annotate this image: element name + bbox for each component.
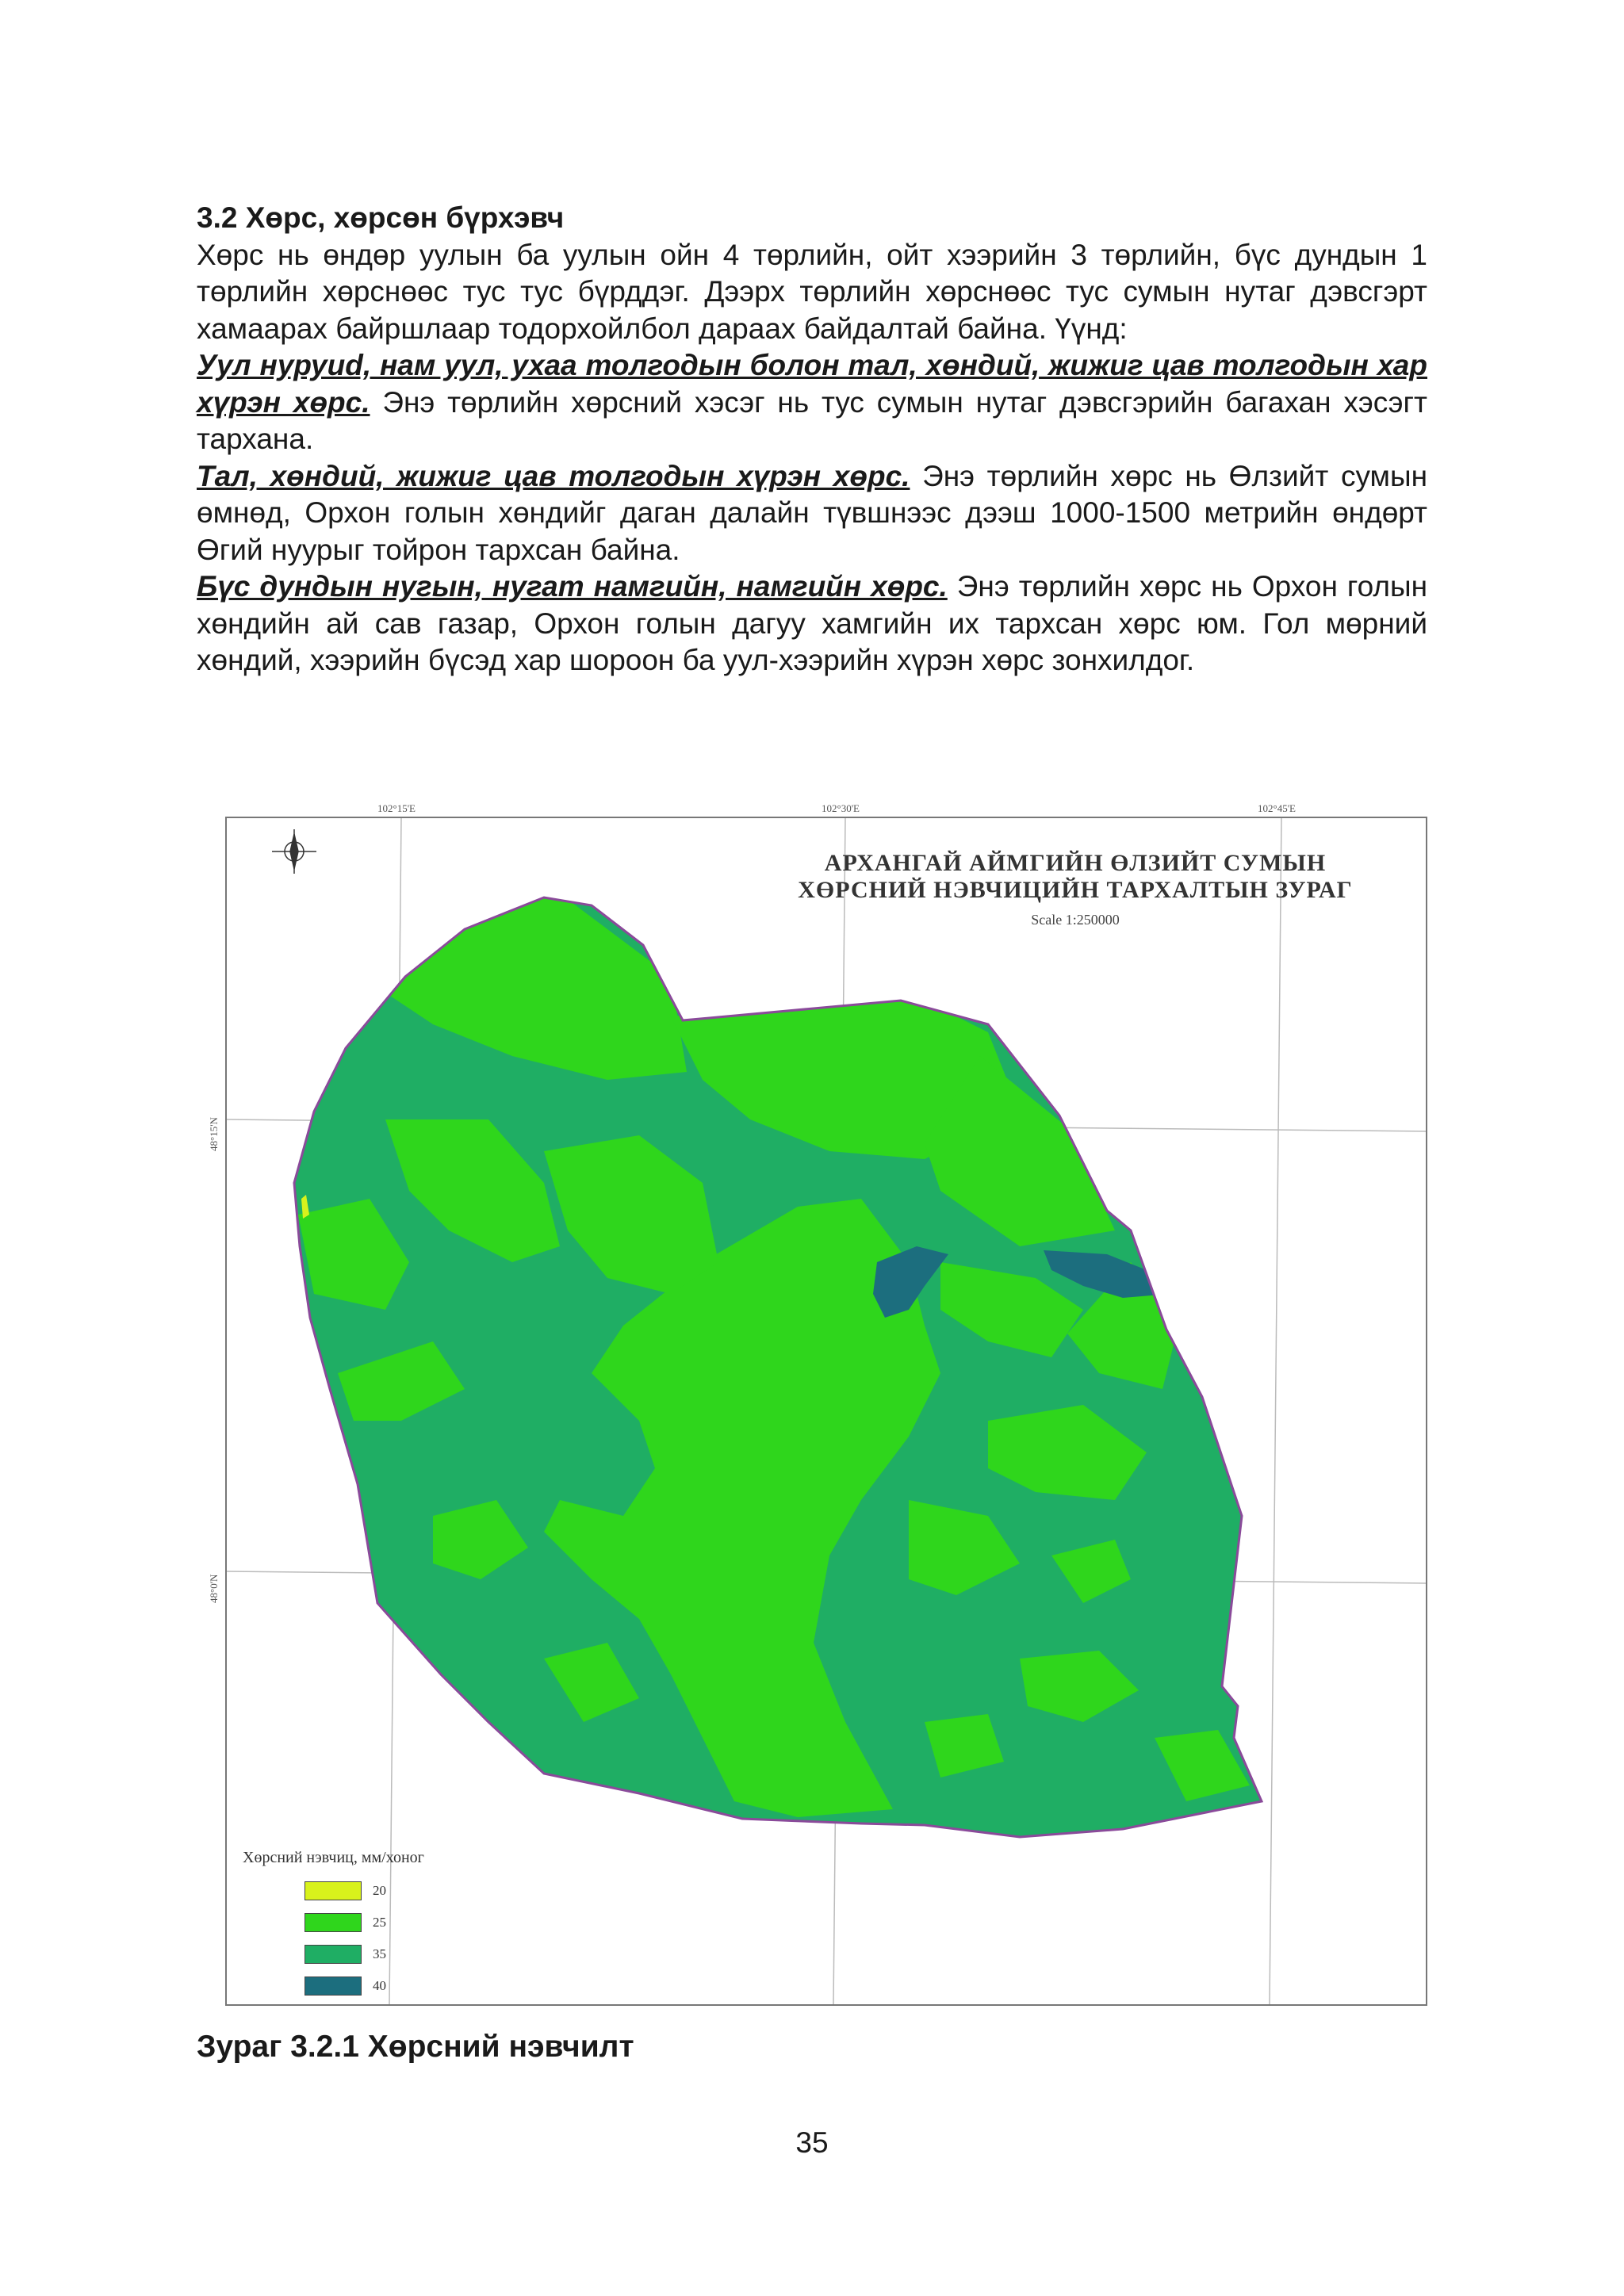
legend-item-35 [304, 1938, 424, 1970]
legend-item-40 [304, 1970, 424, 2002]
map-title-line-2: ХӨРСНИЙ НЭВЧИЦИЙН ТАРХАЛТЫН ЗУРАГ [798, 877, 1353, 903]
legend-label-35: 35 [373, 1946, 386, 1961]
map-title-line-1: АРХАНГАЙ АЙМГИЙН ӨЛЗИЙТ СУМЫН [824, 850, 1327, 876]
body-text [197, 200, 1427, 679]
legend-label-40: 40 [373, 1978, 386, 1993]
soil-text-2: Энэ төрлийн хөрс нь Өлзийт сумын өмнөд, Орхон голын хөндийг даган далайн түвшнээс дээш 1000-1500 метрийн өндөрт Өгий нуурыг тойрон тархсан байна. [197, 459, 1427, 566]
section-heading: 3.2 Хөрс, хөрсөн бүрхэвч [197, 201, 565, 234]
soil-term-2: Тал, хөндий, жижиг цав толгодын хүрэн хөрс. [197, 459, 910, 492]
map-scale: Scale 1:250000 [1031, 912, 1120, 928]
legend-label-25: 25 [373, 1915, 386, 1930]
legend-swatch-35 [304, 1945, 362, 1964]
map-legend [243, 1849, 424, 2002]
coord-left-1: 48°15'N [208, 1117, 220, 1151]
coord-top-3: 102°45'E [1258, 802, 1296, 814]
soil-term-3: Бүс дундын нугын, нугат намгийн, намгийн хөрс. [197, 570, 948, 603]
map-graphic [227, 818, 1426, 2004]
soil-map [208, 802, 1427, 2006]
soil-term-1: Уул нуруud, нам уул, ухаа толгодын болон тал, хөндий, жижиг цав толгодын хар хүрэн хөрс. [197, 349, 1427, 419]
coord-left-2: 48°0'N [208, 1574, 220, 1603]
page-number: 35 [795, 2126, 829, 2159]
north-arrow-icon [272, 829, 316, 874]
legend-swatch-25 [304, 1913, 362, 1932]
soil-item-3 [197, 568, 1427, 679]
soil-text-1: Энэ төрлийн хөрсний хэсэг нь тус сумын нутаг дэвсгэрийн багахан хэсэгт тархана. [197, 385, 1427, 455]
legend-label-20: 20 [373, 1883, 386, 1898]
legend-swatch-20 [304, 1881, 362, 1900]
soil-item-2 [197, 458, 1427, 569]
soil-item-1 [197, 347, 1427, 458]
soil-text-3: Энэ төрлийн хөрс нь Орхон голын хөндийн ай сав газар, Орхон голын дагуу хамгийн их тархсан хөрс юм. Гол мөрний хөндий, хээрийн бүсэд хар шороон ба уул-хээрийн хүрэн хөрс зонхилдог. [197, 570, 1427, 676]
coord-top-2: 102°30'E [822, 802, 860, 814]
legend-item-25 [304, 1907, 424, 1938]
legend-title: Хөрсний нэвчиц, мм/хоног [243, 1849, 424, 1866]
map-title [750, 850, 1400, 904]
legend-swatch-40 [304, 1976, 362, 1996]
figure-caption: Зураг 3.2.1 Хөрсний нэвчилт [197, 2030, 634, 2064]
intro-paragraph: Хөрс нь өндөр уулын ба уулын ойн 4 төрлийн, ойт хээрийн 3 төрлийн, бүс дундын 1 төрлийн хөрснөөс тус тус бүрддэг. Дээрх төрлийн хөрснөөс тус сумын нутаг дэвсгэрт хамаарах байршлаар тодорхойлбол дараах байдалтай байна. Үүнд: [197, 238, 1427, 345]
legend-item-20 [304, 1875, 424, 1907]
coord-top-1: 102°15'E [377, 802, 416, 814]
